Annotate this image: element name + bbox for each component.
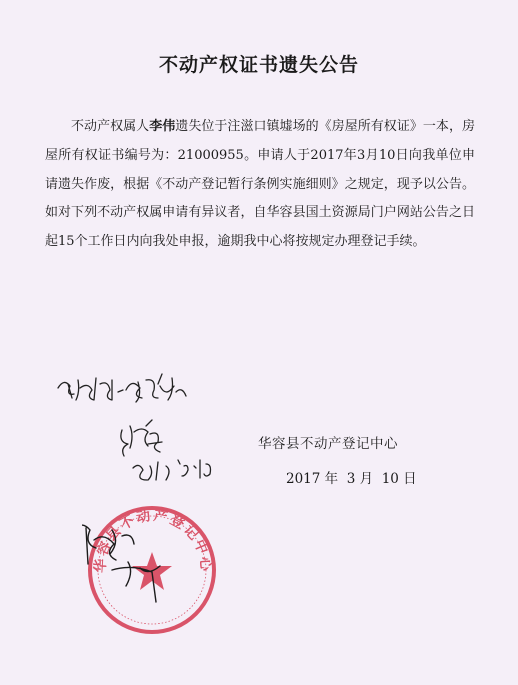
issue-date: 2017 年 3 月 10 日 [286, 471, 417, 487]
issuer-name: 华容县不动产登记中心 [258, 436, 398, 452]
svg-text:华容县不动产登记中心: 华容县不动产登记中心 [92, 507, 214, 574]
notice-title: 不动产权证书遗失公告 [158, 54, 359, 76]
property-holder-name: 李伟 [149, 119, 176, 134]
body-part-1: 不动产权属人 [71, 119, 150, 134]
body-part-2: 遗失位于注滋口镇墟场的《房屋所有权证》一本，房屋所有权证书编号为：21000955。申请人于2017年3月10日向我单位申请遗失作废，根据《不动产登记暂行条例实施细则》之规定，现予以公告。如对下列不动产权属申请有异议者，自华容县国土资源局门户网站公告之日起15个工作日内向我处申报，逾期我中心将按规定办理登记手续。 [45, 119, 475, 250]
official-seal-icon [82, 500, 222, 640]
